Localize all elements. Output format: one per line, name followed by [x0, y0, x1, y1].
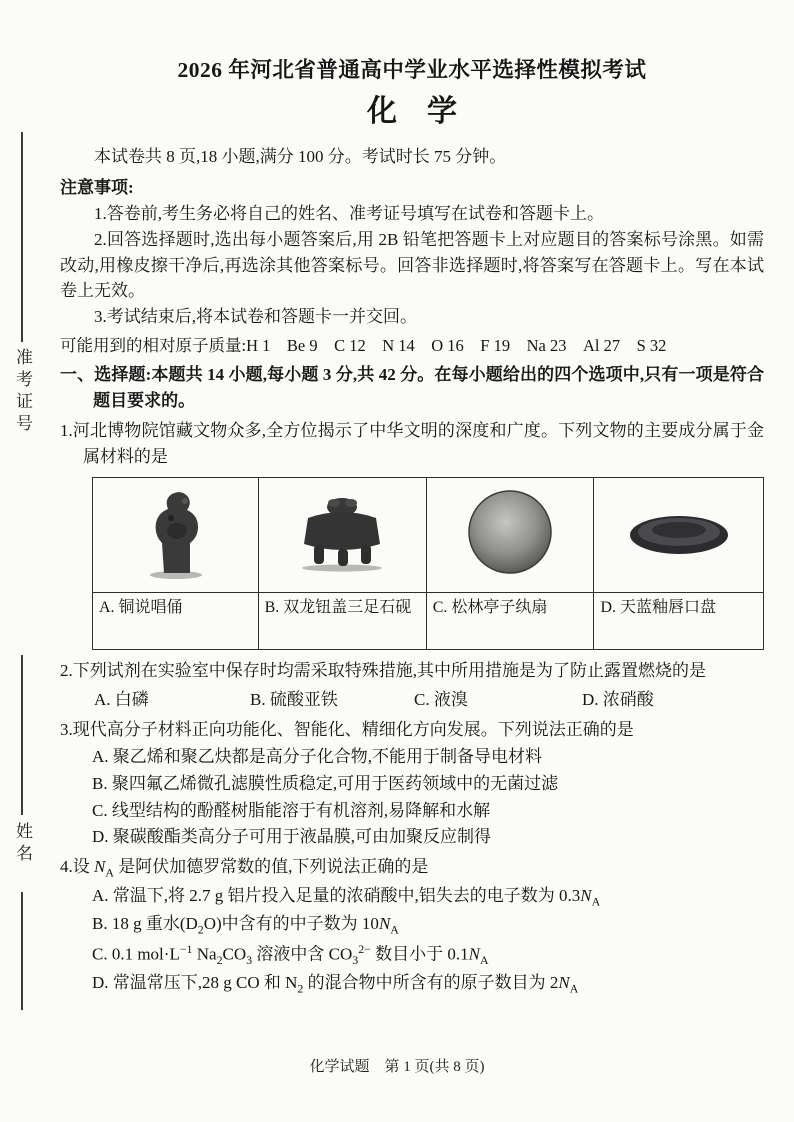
name-write-line — [21, 655, 23, 815]
q1-option-b: B. 双龙钮盖三足石砚 — [258, 593, 426, 650]
q4-option-b: B. 18 g 重水$(D_2O)$中含有的中子数为 $10N_A$ — [92, 914, 399, 937]
q3-option-d: D. 聚碳酸酯类高分子可用于液晶膜,可由加聚反应制得 — [92, 827, 492, 847]
q1-cell-image-b — [258, 478, 426, 593]
q2-options-row — [94, 687, 764, 713]
question-3 — [60, 717, 764, 850]
q1-image-row — [93, 478, 764, 593]
q1-cell-image-d — [594, 478, 764, 593]
q1-option-d: D. 天蓝釉唇口盘 — [594, 593, 764, 650]
exam-info-line: 本试卷共 8 页,18 小题,满分 100 分。考试时长 75 分钟。 — [94, 147, 507, 167]
q3-option-c: C. 线型结构的酚醛树脂能溶于有机溶剂,易降解和水解 — [92, 800, 491, 820]
q4-stem: 4.设 $N_A$ 是阿伏加德罗常数的值,下列说法正确的是 — [60, 857, 429, 880]
notice-item-2: 2.回答选择题时,选出每小题答案后,用 2B 铅笔把答题卡上对应题目的答案标号涂黑。如需改动,用橡皮擦干净后,再选涂其他答案标号。回答非选择题时,将答案写在答题卡上。写在本试卷上无效。 — [60, 229, 764, 301]
q3-option-b: B. 聚四氟乙烯微孔滤膜性质稳定,可用于医药领域中的无菌过滤 — [92, 773, 559, 793]
exam-title: 2026 年河北省普通高中学业水平选择性模拟考试 — [177, 58, 647, 82]
q4-option-c: C. 0.1 $mol\cdot L^{-1}$ $Na_2CO_3$ 溶液中含 $CO_3^{2-}$ 数目小于 $0.1N_A$ — [92, 941, 489, 967]
q1-option-c: C. 松林亭子纨扇 — [426, 593, 594, 650]
q4-option-d: D. 常温常压下,28 g CO 和 $N_2$ 的混合物中所含有的原子数目为 $2N_A$ — [92, 972, 579, 996]
atomic-mass-line: 可能用到的相对原子质量:H 1 Be 9 C 12 N 14 O 16 F 19 Na 23 Al 27 S 32 — [60, 336, 667, 356]
left-margin — [0, 0, 46, 1122]
question-1 — [60, 418, 764, 651]
q2-stem: 2.下列试剂在实验室中保存时均需采取特殊措施,其中所用措施是为了防止露置燃烧的是 — [60, 661, 706, 681]
margin-label-exam-number: 准考证号 — [13, 348, 32, 436]
glazed-plate-image — [627, 505, 731, 559]
q3-option-a: A. 聚乙烯和聚乙炔都是高分子化合物,不能用于制备导电材料 — [92, 746, 543, 766]
section-1-header: 一、选择题:本题共 14 小题,每小题 3 分,共 42 分。在每小题给出的四个选项中,只有一项是符合题目要求的。 — [60, 365, 764, 410]
notice-item-1: 1.答卷前,考生务必将自己的姓名、准考证号填写在试卷和答题卡上。 — [94, 203, 604, 223]
q2-option-b: B. 硫酸亚铁 — [250, 690, 338, 710]
notice-header: 注意事项: — [60, 178, 134, 198]
question-4 — [60, 854, 764, 997]
exam-number-write-line — [21, 132, 23, 342]
q4-option-a: A. 常温下,将 2.7 g 铝片投入足量的浓硝酸中,铝失去的电子数为 $0.3N_A$ — [92, 885, 601, 909]
inkstone-image — [296, 492, 388, 572]
q2-option-d: D. 浓硝酸 — [582, 690, 654, 710]
q1-cell-image-c — [426, 478, 594, 593]
margin-label-name: 姓名 — [13, 822, 32, 866]
q1-caption-row — [93, 593, 764, 650]
q2-option-a: A. 白磷 — [94, 690, 149, 710]
exam-subject: 化 学 — [367, 94, 457, 128]
q1-artifact-table — [92, 477, 764, 650]
exam-content — [60, 54, 764, 997]
bronze-figurine-image — [140, 485, 210, 579]
q2-option-c: C. 液溴 — [414, 690, 468, 710]
q1-option-a: A. 铜说唱俑 — [93, 593, 259, 650]
question-2 — [60, 658, 764, 713]
notice-item-3: 3.考试结束后,将本试卷和答题卡一并交回。 — [94, 307, 417, 327]
q1-cell-image-a — [93, 478, 259, 593]
name-write-line-lower — [21, 892, 23, 1010]
q1-stem: 1.河北博物院馆藏文物众多,全方位揭示了中华文明的深度和广度。下列文物的主要成分属于金属材料的是 — [60, 420, 764, 466]
page-footer: 化学试题 第 1 页(共 8 页) — [309, 1059, 485, 1075]
round-fan-image — [466, 488, 554, 576]
q3-stem: 3.现代高分子材料正向功能化、智能化、精细化方向发展。下列说法正确的是 — [60, 720, 634, 740]
